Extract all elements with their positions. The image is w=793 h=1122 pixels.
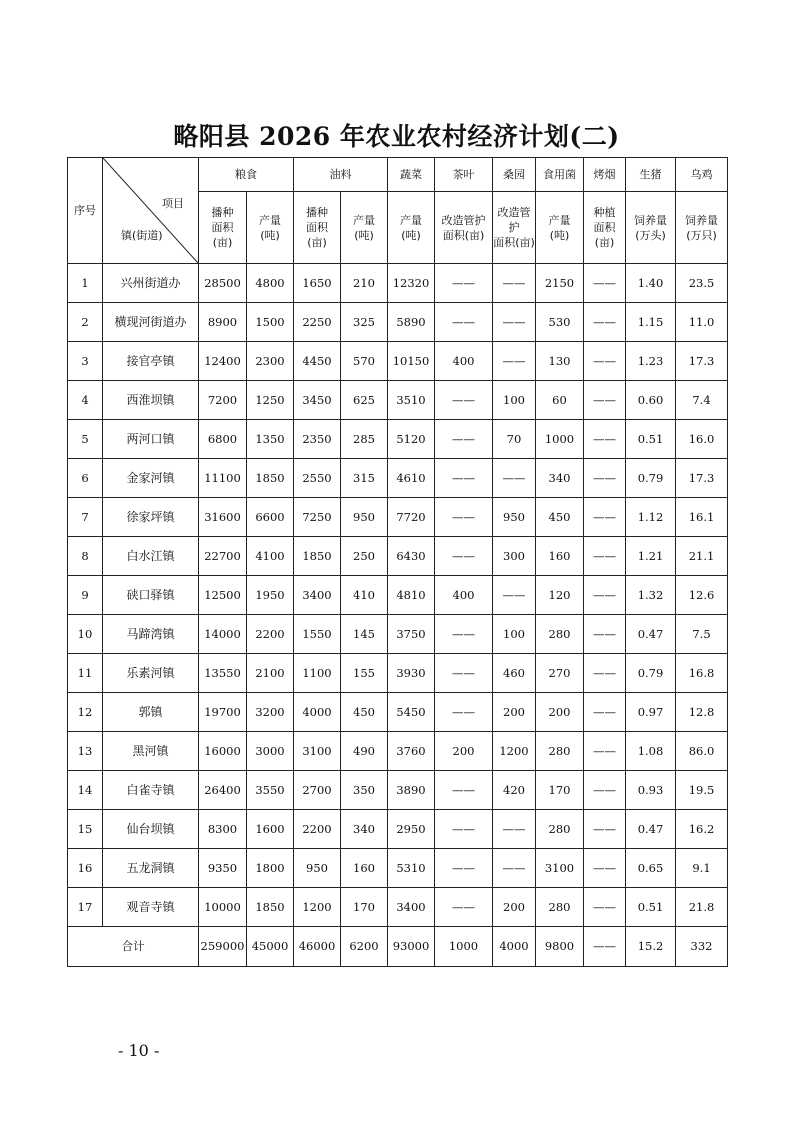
data-cell: —— [493, 303, 536, 342]
data-cell: —— [584, 459, 626, 498]
data-cell: 16.2 [676, 810, 728, 849]
data-cell: 280 [536, 810, 584, 849]
data-cell: 11.0 [676, 303, 728, 342]
subheader-cell: 改造管护 面积(亩) [435, 192, 493, 264]
data-cell: —— [584, 303, 626, 342]
table-row [68, 732, 728, 771]
group-oil: 油料 [294, 158, 388, 192]
row-number: 14 [68, 771, 103, 810]
data-cell: 410 [341, 576, 388, 615]
data-cell: 160 [536, 537, 584, 576]
data-cell: 7200 [199, 381, 247, 420]
data-cell: 5310 [388, 849, 435, 888]
header-seq: 序号 [68, 158, 103, 264]
total-cell: 93000 [388, 927, 435, 967]
row-number: 16 [68, 849, 103, 888]
data-cell: 22700 [199, 537, 247, 576]
group-chicken: 乌鸡 [676, 158, 728, 192]
data-cell: 4800 [247, 264, 294, 303]
data-cell: 3510 [388, 381, 435, 420]
data-cell: 3890 [388, 771, 435, 810]
data-cell: 3450 [294, 381, 341, 420]
data-cell: 11100 [199, 459, 247, 498]
table-row [68, 303, 728, 342]
subheader-cell: 产量 (吨) [388, 192, 435, 264]
row-number: 5 [68, 420, 103, 459]
data-cell: 8900 [199, 303, 247, 342]
data-cell: 450 [536, 498, 584, 537]
data-cell: 17.3 [676, 342, 728, 381]
data-cell: 12400 [199, 342, 247, 381]
data-cell: 5450 [388, 693, 435, 732]
row-number: 11 [68, 654, 103, 693]
data-cell: 2350 [294, 420, 341, 459]
data-cell: 0.97 [626, 693, 676, 732]
data-cell: 270 [536, 654, 584, 693]
subheader-cell: 饲养量 (万头) [626, 192, 676, 264]
data-cell: 170 [341, 888, 388, 927]
data-cell: 7.5 [676, 615, 728, 654]
data-cell: 3550 [247, 771, 294, 810]
table-row [68, 849, 728, 888]
town-name: 两河口镇 [103, 420, 199, 459]
data-cell: 9350 [199, 849, 247, 888]
town-name: 乐素河镇 [103, 654, 199, 693]
data-cell: 1850 [247, 459, 294, 498]
data-cell: 315 [341, 459, 388, 498]
data-cell: —— [435, 459, 493, 498]
data-cell: 530 [536, 303, 584, 342]
data-cell: 6430 [388, 537, 435, 576]
data-cell: 3200 [247, 693, 294, 732]
data-cell: 10150 [388, 342, 435, 381]
data-cell: 280 [536, 888, 584, 927]
group-vegetable: 蔬菜 [388, 158, 435, 192]
town-name: 白水江镇 [103, 537, 199, 576]
data-cell: 2200 [294, 810, 341, 849]
subheader-cell: 播种 面积 (亩) [294, 192, 341, 264]
table-row [68, 810, 728, 849]
data-cell: 340 [536, 459, 584, 498]
table-row [68, 537, 728, 576]
data-cell: 400 [435, 342, 493, 381]
data-cell: 17.3 [676, 459, 728, 498]
data-cell: 16.8 [676, 654, 728, 693]
data-cell: 490 [341, 732, 388, 771]
data-cell: 12500 [199, 576, 247, 615]
row-number: 8 [68, 537, 103, 576]
row-number: 2 [68, 303, 103, 342]
data-cell: 1250 [247, 381, 294, 420]
data-cell: 2950 [388, 810, 435, 849]
page-number: - 10 - [118, 1041, 160, 1060]
data-cell: —— [435, 615, 493, 654]
data-cell: 400 [435, 576, 493, 615]
table-row [68, 576, 728, 615]
data-cell: 285 [341, 420, 388, 459]
data-cell: 155 [341, 654, 388, 693]
data-cell: 19.5 [676, 771, 728, 810]
total-label: 合计 [68, 927, 199, 967]
data-cell: 0.93 [626, 771, 676, 810]
data-cell: —— [584, 381, 626, 420]
data-cell: 450 [341, 693, 388, 732]
data-cell: 4450 [294, 342, 341, 381]
data-cell: 2200 [247, 615, 294, 654]
data-cell: 950 [341, 498, 388, 537]
data-cell: —— [493, 342, 536, 381]
town-name: 接官亭镇 [103, 342, 199, 381]
data-cell: 3100 [536, 849, 584, 888]
town-name: 观音寺镇 [103, 888, 199, 927]
data-cell: 5120 [388, 420, 435, 459]
town-name: 五龙洞镇 [103, 849, 199, 888]
data-cell: —— [435, 654, 493, 693]
data-cell: 31600 [199, 498, 247, 537]
data-cell: 16.0 [676, 420, 728, 459]
group-pig: 生猪 [626, 158, 676, 192]
data-cell: —— [584, 576, 626, 615]
town-name: 横现河街道办 [103, 303, 199, 342]
table-row [68, 381, 728, 420]
data-cell: 13550 [199, 654, 247, 693]
total-cell: 15.2 [626, 927, 676, 967]
data-cell: 16.1 [676, 498, 728, 537]
plan-table [67, 157, 728, 967]
total-cell: 9800 [536, 927, 584, 967]
data-cell: —— [493, 576, 536, 615]
data-cell: 2250 [294, 303, 341, 342]
table-row [68, 693, 728, 732]
data-cell: 14000 [199, 615, 247, 654]
data-cell: 4810 [388, 576, 435, 615]
data-cell: —— [584, 771, 626, 810]
data-cell: —— [584, 420, 626, 459]
data-cell: 0.51 [626, 420, 676, 459]
data-cell: 3930 [388, 654, 435, 693]
data-cell: 2150 [536, 264, 584, 303]
town-name: 白雀寺镇 [103, 771, 199, 810]
total-cell: 46000 [294, 927, 341, 967]
data-cell: 3760 [388, 732, 435, 771]
total-cell: —— [584, 927, 626, 967]
data-cell: 1200 [294, 888, 341, 927]
data-cell: 130 [536, 342, 584, 381]
data-cell: 2300 [247, 342, 294, 381]
data-cell: —— [584, 693, 626, 732]
data-cell: 250 [341, 537, 388, 576]
data-cell: —— [435, 537, 493, 576]
data-cell: 200 [493, 693, 536, 732]
data-cell: —— [435, 771, 493, 810]
table-row [68, 342, 728, 381]
data-cell: —— [584, 732, 626, 771]
table-row [68, 654, 728, 693]
data-cell: 1800 [247, 849, 294, 888]
data-cell: 6800 [199, 420, 247, 459]
data-cell: —— [584, 264, 626, 303]
data-cell: 0.79 [626, 654, 676, 693]
town-name: 硖口驿镇 [103, 576, 199, 615]
row-number: 9 [68, 576, 103, 615]
data-cell: —— [584, 849, 626, 888]
data-cell: 200 [435, 732, 493, 771]
data-cell: 460 [493, 654, 536, 693]
table-row [68, 459, 728, 498]
data-cell: 60 [536, 381, 584, 420]
data-cell: —— [435, 810, 493, 849]
data-cell: 1350 [247, 420, 294, 459]
data-cell: 2700 [294, 771, 341, 810]
data-cell: 86.0 [676, 732, 728, 771]
data-cell: 1.23 [626, 342, 676, 381]
page-title: 略阳县 2026 年农业农村经济计划(二) [173, 122, 620, 151]
data-cell: 200 [493, 888, 536, 927]
town-name: 郭镇 [103, 693, 199, 732]
data-cell: 100 [493, 381, 536, 420]
data-cell: 0.65 [626, 849, 676, 888]
data-cell: —— [584, 498, 626, 537]
total-cell: 6200 [341, 927, 388, 967]
table-row [68, 615, 728, 654]
row-number: 10 [68, 615, 103, 654]
row-number: 13 [68, 732, 103, 771]
data-cell: 1200 [493, 732, 536, 771]
data-cell: 950 [493, 498, 536, 537]
data-cell: 12.8 [676, 693, 728, 732]
data-cell: 21.8 [676, 888, 728, 927]
data-cell: 420 [493, 771, 536, 810]
town-name: 黑河镇 [103, 732, 199, 771]
data-cell: —— [584, 537, 626, 576]
data-cell: 7.4 [676, 381, 728, 420]
data-cell: 21.1 [676, 537, 728, 576]
data-cell: 1.21 [626, 537, 676, 576]
data-cell: 1950 [247, 576, 294, 615]
data-cell: —— [493, 849, 536, 888]
data-cell: 120 [536, 576, 584, 615]
data-cell: —— [435, 420, 493, 459]
subheader-cell: 产量 (吨) [536, 192, 584, 264]
data-cell: 325 [341, 303, 388, 342]
data-cell: 7250 [294, 498, 341, 537]
group-mushroom: 食用菌 [536, 158, 584, 192]
data-cell: —— [584, 342, 626, 381]
data-cell: —— [584, 888, 626, 927]
data-cell: 280 [536, 732, 584, 771]
data-cell: 145 [341, 615, 388, 654]
town-name: 仙台坝镇 [103, 810, 199, 849]
data-cell: 4000 [294, 693, 341, 732]
header-diagonal-cell [103, 158, 199, 264]
data-cell: 3400 [294, 576, 341, 615]
subheader-cell: 产量 (吨) [341, 192, 388, 264]
town-name: 马蹄湾镇 [103, 615, 199, 654]
data-cell: 170 [536, 771, 584, 810]
group-grain: 粮食 [199, 158, 294, 192]
subheader-cell: 种植 面积 (亩) [584, 192, 626, 264]
town-name: 兴州街道办 [103, 264, 199, 303]
data-cell: 0.47 [626, 615, 676, 654]
data-cell: 28500 [199, 264, 247, 303]
data-cell: 8300 [199, 810, 247, 849]
data-cell: 4100 [247, 537, 294, 576]
row-number: 12 [68, 693, 103, 732]
data-cell: —— [435, 303, 493, 342]
data-cell: 0.60 [626, 381, 676, 420]
data-cell: 19700 [199, 693, 247, 732]
data-cell: 0.47 [626, 810, 676, 849]
subheader-cell: 饲养量 (万只) [676, 192, 728, 264]
table-row [68, 498, 728, 537]
data-cell: 0.51 [626, 888, 676, 927]
data-cell: 1500 [247, 303, 294, 342]
data-cell: 1850 [294, 537, 341, 576]
row-number: 3 [68, 342, 103, 381]
data-cell: 12.6 [676, 576, 728, 615]
data-cell: 200 [536, 693, 584, 732]
data-cell: —— [435, 849, 493, 888]
data-cell: 70 [493, 420, 536, 459]
data-cell: 1.12 [626, 498, 676, 537]
data-cell: —— [584, 810, 626, 849]
data-cell: 3000 [247, 732, 294, 771]
data-cell: 350 [341, 771, 388, 810]
data-cell: 23.5 [676, 264, 728, 303]
town-name: 金家河镇 [103, 459, 199, 498]
data-cell: —— [493, 264, 536, 303]
row-number: 1 [68, 264, 103, 303]
total-cell: 4000 [493, 927, 536, 967]
group-tea: 茶叶 [435, 158, 493, 192]
data-cell: 340 [341, 810, 388, 849]
data-cell: —— [435, 381, 493, 420]
data-cell: 1850 [247, 888, 294, 927]
data-cell: 3100 [294, 732, 341, 771]
row-number: 15 [68, 810, 103, 849]
data-cell: 210 [341, 264, 388, 303]
row-number: 17 [68, 888, 103, 927]
town-name: 西淮坝镇 [103, 381, 199, 420]
data-cell: 160 [341, 849, 388, 888]
data-cell: 2100 [247, 654, 294, 693]
data-cell: 3750 [388, 615, 435, 654]
data-cell: 1000 [536, 420, 584, 459]
data-cell: 300 [493, 537, 536, 576]
data-cell: —— [493, 810, 536, 849]
subheader-cell: 产量 (吨) [247, 192, 294, 264]
data-cell: 1.15 [626, 303, 676, 342]
subheader-cell: 播种 面积 (亩) [199, 192, 247, 264]
group-tobacco: 烤烟 [584, 158, 626, 192]
data-cell: —— [435, 264, 493, 303]
data-cell: —— [584, 654, 626, 693]
data-cell: 9.1 [676, 849, 728, 888]
subheader-cell: 改造管护 面积(亩) [493, 192, 536, 264]
data-cell: 1650 [294, 264, 341, 303]
header-town-label: 镇(街道) [121, 229, 163, 242]
data-cell: —— [493, 459, 536, 498]
data-cell: 0.79 [626, 459, 676, 498]
table-row [68, 888, 728, 927]
data-cell: 1550 [294, 615, 341, 654]
group-mulberry: 桑园 [493, 158, 536, 192]
table-row [68, 264, 728, 303]
data-cell: 2550 [294, 459, 341, 498]
data-cell: 4610 [388, 459, 435, 498]
row-number: 7 [68, 498, 103, 537]
data-cell: 3400 [388, 888, 435, 927]
row-number: 4 [68, 381, 103, 420]
total-cell: 1000 [435, 927, 493, 967]
total-cell: 259000 [199, 927, 247, 967]
data-cell: —— [584, 615, 626, 654]
data-cell: 26400 [199, 771, 247, 810]
data-cell: 7720 [388, 498, 435, 537]
data-cell: 16000 [199, 732, 247, 771]
data-cell: 280 [536, 615, 584, 654]
data-cell: 5890 [388, 303, 435, 342]
total-cell: 332 [676, 927, 728, 967]
data-cell: 10000 [199, 888, 247, 927]
data-cell: 950 [294, 849, 341, 888]
total-cell: 45000 [247, 927, 294, 967]
data-cell: 1600 [247, 810, 294, 849]
data-cell: 570 [341, 342, 388, 381]
data-cell: 1.08 [626, 732, 676, 771]
table-row [68, 420, 728, 459]
data-cell: 100 [493, 615, 536, 654]
header-item-label: 项目 [162, 197, 184, 210]
data-cell: —— [435, 498, 493, 537]
data-cell: 1100 [294, 654, 341, 693]
data-cell: 625 [341, 381, 388, 420]
town-name: 徐家坪镇 [103, 498, 199, 537]
data-cell: —— [435, 888, 493, 927]
data-cell: 12320 [388, 264, 435, 303]
row-number: 6 [68, 459, 103, 498]
data-cell: 6600 [247, 498, 294, 537]
data-cell: 1.32 [626, 576, 676, 615]
table-row [68, 771, 728, 810]
data-cell: —— [435, 693, 493, 732]
data-cell: 1.40 [626, 264, 676, 303]
